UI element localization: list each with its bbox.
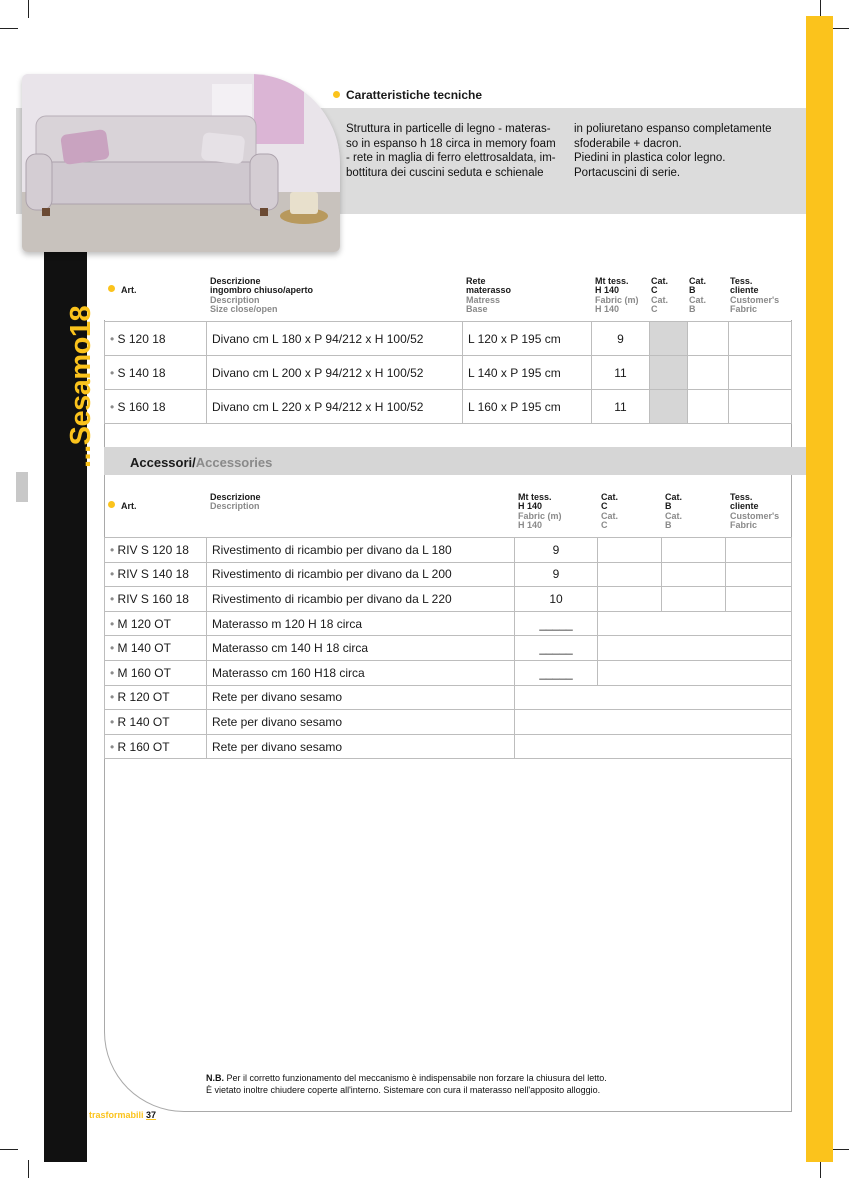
desc-cell: Rete per divano sesamo [207, 734, 515, 759]
desc-cell: Rete per divano sesamo [207, 710, 515, 735]
art-cell: • RIV S 140 18 [105, 562, 207, 587]
main-header-catc: Cat. C Cat. C [651, 276, 669, 314]
main-header-tess: Tess. cliente Customer's Fabric [730, 276, 780, 314]
main-header-rete: Rete materasso Matress Base [466, 276, 512, 314]
mt-cell: 9 [515, 562, 598, 587]
acc-header-tess: Tess. cliente Customer's Fabric [730, 492, 780, 530]
specs-col-2: in poliuretano espanso completamente sfoderabile + dacron. Piedini in plastica color legno. Portacuscini di serie. [574, 123, 772, 179]
side-tab [16, 472, 28, 502]
side-title: ...Sesamo18 [65, 305, 97, 468]
main-header-desc: Descrizione ingombro chiuso/aperto Description Size close/open [210, 276, 314, 314]
desc-cell: Materasso cm 160 H18 circa [207, 660, 515, 685]
art-cell: • R 140 OT [105, 710, 207, 735]
table-row [105, 538, 792, 563]
catb-cell [662, 538, 726, 563]
bullet-icon [333, 91, 340, 98]
crop-mark [820, 1160, 821, 1178]
desc-cell: Rivestimento di ricambio per divano da L 220 [207, 587, 515, 612]
catc-cell [650, 390, 688, 424]
desc-cell: Rivestimento di ricambio per divano da L 180 [207, 538, 515, 563]
crop-mark [0, 1149, 18, 1150]
table-row [105, 562, 792, 587]
table-row [105, 710, 792, 735]
sofa-illustration [22, 74, 340, 252]
page-footer [89, 1110, 156, 1120]
page-number: 37 [146, 1110, 157, 1120]
mt-cell: _____ [515, 611, 598, 636]
main-header-catb: Cat. B Cat. B [689, 276, 707, 314]
bullet-icon [108, 285, 115, 292]
desc-cell: Rete per divano sesamo [207, 685, 515, 710]
catb-cell [662, 587, 726, 612]
table-row [105, 636, 792, 661]
art-cell: • M 160 OT [105, 660, 207, 685]
desc-cell: Divano cm L 180 x P 94/212 x H 100/52 [207, 322, 463, 356]
empty-cell [515, 685, 792, 710]
rete-cell: L 140 x P 195 cm [463, 356, 592, 390]
table-row [105, 734, 792, 759]
art-cell: • M 140 OT [105, 636, 207, 661]
table-row [105, 356, 792, 390]
accessories-table [104, 537, 792, 759]
mt-cell: 11 [592, 390, 650, 424]
acc-header-catb: Cat. B Cat. B [665, 492, 683, 530]
tess-cell [729, 322, 792, 356]
mt-cell: 9 [515, 538, 598, 563]
empty-cell [515, 734, 792, 759]
art-cell: • RIV S 120 18 [105, 538, 207, 563]
table-row [105, 660, 792, 685]
tess-cell [726, 587, 792, 612]
catb-cell [688, 322, 729, 356]
tess-cell [726, 562, 792, 587]
art-cell: • S 140 18 [105, 356, 207, 390]
crop-mark [0, 28, 18, 29]
footnote: N.B. Per il corretto funzionamento del meccanismo è indispensabile non forzare la chiusura del letto. È vietato inoltre chiudere coperte all'interno. Sistemare con cura il materasso nell'apposito alloggio. [206, 1073, 607, 1095]
catb-cell [688, 356, 729, 390]
specs-title: Caratteristiche tecniche [333, 88, 482, 102]
mt-cell: 11 [592, 356, 650, 390]
sofa-photo [22, 74, 340, 252]
catc-cell [598, 587, 662, 612]
mt-cell: _____ [515, 636, 598, 661]
art-cell: • R 160 OT [105, 734, 207, 759]
desc-cell: Divano cm L 220 x P 94/212 x H 100/52 [207, 390, 463, 424]
rete-cell: L 160 x P 195 cm [463, 390, 592, 424]
art-cell: • S 120 18 [105, 322, 207, 356]
art-cell: • RIV S 160 18 [105, 587, 207, 612]
catb-cell [662, 562, 726, 587]
accent-bar [806, 16, 833, 1162]
crop-mark [831, 28, 849, 29]
rete-cell: L 120 x P 195 cm [463, 322, 592, 356]
main-header-art: Art. [108, 285, 137, 295]
accessories-band [104, 447, 806, 475]
tess-cell [729, 356, 792, 390]
mt-cell: _____ [515, 660, 598, 685]
desc-cell: Materasso m 120 H 18 circa [207, 611, 515, 636]
crop-mark [831, 1149, 849, 1150]
mt-cell: 10 [515, 587, 598, 612]
catc-cell [598, 538, 662, 563]
main-table [104, 321, 792, 424]
table-row [105, 685, 792, 710]
table-row [105, 611, 792, 636]
catb-cell [688, 390, 729, 424]
acc-header-mt: Mt tess. H 140 Fabric (m) H 140 [518, 492, 562, 530]
catc-cell [650, 356, 688, 390]
accessories-title: Accessori/Accessories [130, 455, 273, 470]
table-row [105, 390, 792, 424]
art-cell: • S 160 18 [105, 390, 207, 424]
desc-cell: Materasso cm 140 H 18 circa [207, 636, 515, 661]
art-cell: • M 120 OT [105, 611, 207, 636]
acc-header-catc: Cat. C Cat. C [601, 492, 619, 530]
mt-cell: 9 [592, 322, 650, 356]
empty-cell [515, 710, 792, 735]
desc-cell: Divano cm L 200 x P 94/212 x H 100/52 [207, 356, 463, 390]
empty-cell [598, 660, 792, 685]
art-cell: • R 120 OT [105, 685, 207, 710]
table-row [105, 587, 792, 612]
crop-mark [28, 1160, 29, 1178]
catc-cell [650, 322, 688, 356]
empty-cell [598, 636, 792, 661]
desc-cell: Rivestimento di ricambio per divano da L 200 [207, 562, 515, 587]
acc-header-art: Art. [108, 501, 137, 511]
bullet-icon [108, 501, 115, 508]
acc-header-desc: Descrizione Description [210, 492, 261, 512]
table-row [105, 322, 792, 356]
tess-cell [729, 390, 792, 424]
crop-mark [28, 0, 29, 18]
main-header-mt: Mt tess. H 140 Fabric (m) H 140 [595, 276, 639, 314]
tess-cell [726, 538, 792, 563]
empty-cell [598, 611, 792, 636]
specs-col-1: Struttura in particelle di legno - materas- so in espanso h 18 circa in memory foam - rete in maglia di ferro elettrosaldata, im- bottitura dei cuscini seduta e schienale [346, 123, 556, 179]
catc-cell [598, 562, 662, 587]
brand-label: trasformabili [89, 1110, 144, 1120]
